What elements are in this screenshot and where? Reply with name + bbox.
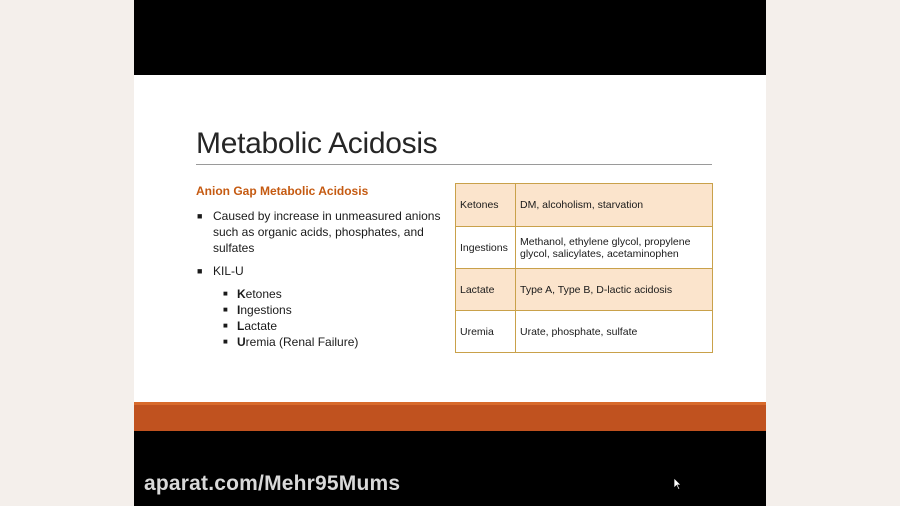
bullet-square-icon: ■ [223,289,228,298]
mnemonic-initial: U [237,335,246,349]
watermark-text: aparat.com/Mehr95Mums [144,472,401,495]
mnemonic-rest: ngestions [240,303,292,317]
left-margin [0,0,134,506]
slide [134,75,766,431]
mnemonic-rest: actate [244,319,278,333]
bullet-square-icon: ■ [223,305,228,314]
mnemonic-item-lactate [223,318,278,334]
table-row [456,311,713,353]
mnemonic-item-ingestions [223,302,292,318]
mnemonic-initial: L [237,319,245,333]
mnemonic-item-ketones [223,286,282,302]
right-margin [766,0,900,506]
bullet-square-icon: ■ [197,211,203,221]
table-cell-detail: Methanol, ethylene glycol, propylene glycol, salicylates, acetaminophen [516,227,713,269]
mnemonic-initial: K [237,287,246,301]
slide-subheading: Anion Gap Metabolic Acidosis [196,184,369,198]
title-divider [196,164,712,165]
table-cell-cause: Uremia [456,311,516,353]
footer-stripe [134,405,766,431]
table-cell-cause: Lactate [456,269,516,311]
video-frame[interactable] [134,0,766,506]
mouse-pointer-icon [674,478,682,490]
table-row [456,184,713,227]
bullet-item [197,208,443,256]
table-row [456,227,713,269]
table-cell-cause: Ketones [456,184,516,227]
mnemonic-initial: I [237,303,241,317]
mnemonic-rest: etones [245,287,282,301]
bullet-square-icon: ■ [223,321,228,330]
table-cell-cause: Ingestions [456,227,516,269]
bullet-square-icon: ■ [197,266,203,276]
mnemonic-item-uremia [223,334,359,350]
bullet-square-icon: ■ [223,337,228,346]
bullet-text: KIL-U [213,264,244,278]
table-row [456,269,713,311]
bullet-item [197,263,244,279]
table-cell-detail: DM, alcoholism, starvation [516,184,713,227]
table-cell-detail: Type A, Type B, D-lactic acidosis [516,269,713,311]
table-cell-detail: Urate, phosphate, sulfate [516,311,713,353]
causes-table [455,183,713,353]
mnemonic-rest: remia (Renal Failure) [245,335,359,349]
bullet-text: Caused by increase in unmeasured anions such as organic acids, phosphates, and sulfates [213,209,441,255]
slide-title: Metabolic Acidosis [196,127,438,160]
